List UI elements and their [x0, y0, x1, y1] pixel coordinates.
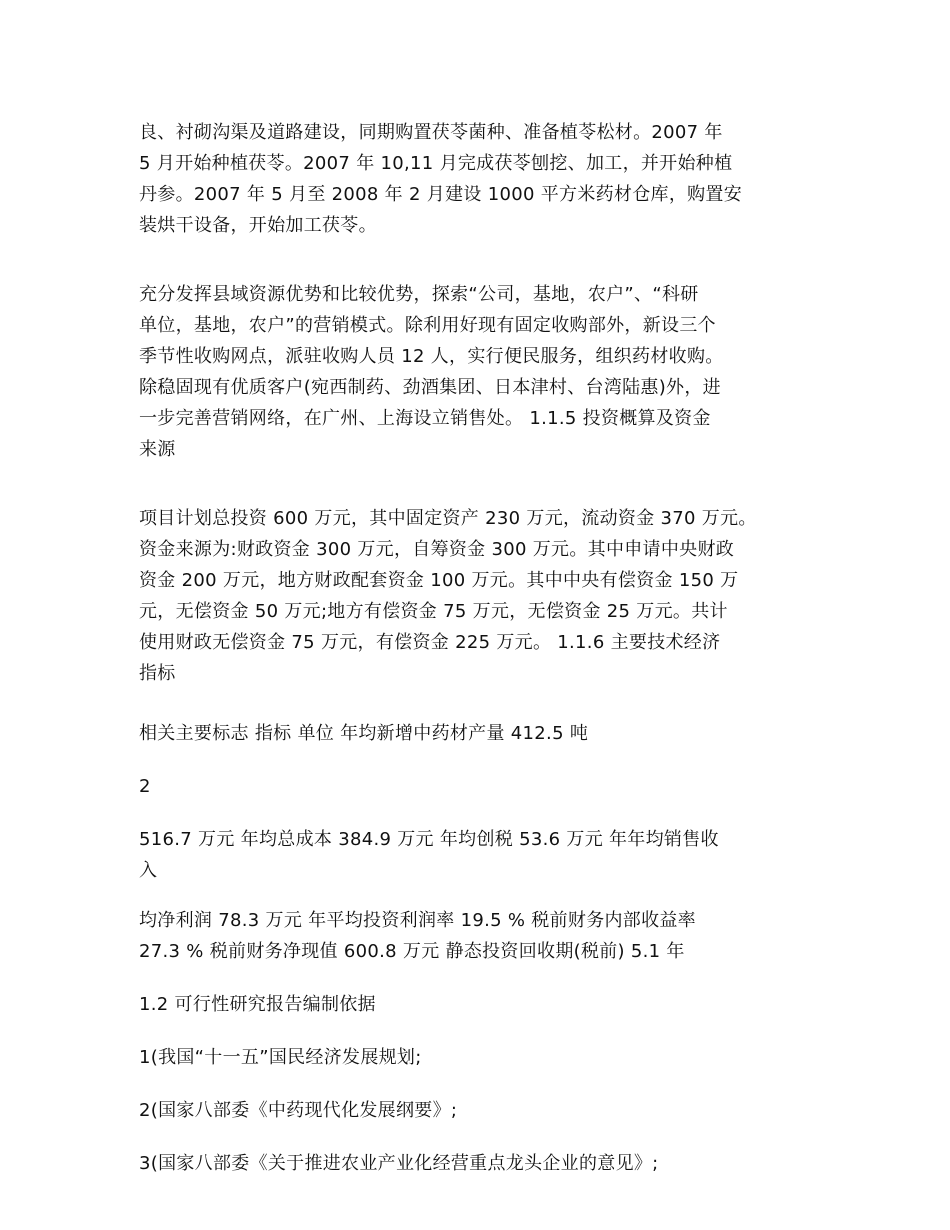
- document-page: [139, 117, 819, 1179]
- text-line: 除稳固现有优质客户(宛西制药、劲酒集团、日本津村、台湾陆惠)外，进: [139, 377, 721, 398]
- text-line: 资金来源为:财政资金 300 万元，自筹资金 300 万元。其中申请中央财政: [139, 539, 735, 560]
- text-line: 5 月开始种植茯苓。2007 年 10,11 月完成茯苓刨挖、加工，并开始种植: [139, 153, 733, 174]
- text-line: 1(我国“十一五”国民经济发展规划;: [139, 1047, 422, 1068]
- list-item: [139, 1095, 819, 1126]
- text-line: 季节性收购网点，派驻收购人员 12 人，实行便民服务，组织药材收购。: [139, 346, 724, 367]
- text-line: 516.7 万元 年均总成本 384.9 万元 年均创税 53.6 万元 年年均销售收: [139, 829, 719, 850]
- section-heading: [139, 989, 819, 1020]
- paragraph-investment-funding: [139, 503, 819, 689]
- text-line: 元，无偿资金 50 万元;地方有偿资金 75 万元，无偿资金 25 万元。共计: [139, 601, 728, 622]
- paragraph-construction-schedule: [139, 117, 819, 241]
- text-line: 项目计划总投资 600 万元，其中固定资产 230 万元，流动资金 370 万元。: [139, 508, 757, 529]
- paragraph-marketing-model: [139, 279, 819, 465]
- paragraph-indicators-header: [139, 718, 819, 749]
- text-line: 3(国家八部委《关于推进农业产业化经营重点龙头企业的意见》;: [139, 1153, 659, 1174]
- text-line: 单位，基地，农户”的营销模式。除利用好现有固定收购部外，新设三个: [139, 315, 716, 336]
- text-line: 资金 200 万元，地方财政配套资金 100 万元。其中中央有偿资金 150 万: [139, 570, 739, 591]
- text-line: 1.2 可行性研究报告编制依据: [139, 994, 376, 1015]
- text-line: 来源: [139, 439, 176, 460]
- text-line: 27.3 % 税前财务净现值 600.8 万元 静态投资回收期(税前) 5.1 年: [139, 941, 685, 962]
- text-line: 良、衬砌沟渠及道路建设，同期购置茯苓菌种、准备植苓松材。2007 年: [139, 122, 723, 143]
- text-line: 装烘干设备，开始加工茯苓。: [139, 215, 377, 236]
- text-line: 入: [139, 860, 158, 881]
- text-line: 均净利润 78.3 万元 年平均投资利润率 19.5 % 税前财务内部收益率: [139, 910, 696, 931]
- text-line: 指标: [139, 663, 176, 684]
- text-line: 2(国家八部委《中药现代化发展纲要》;: [139, 1100, 458, 1121]
- list-item: [139, 1148, 819, 1179]
- paragraph-profit-returns: [139, 905, 819, 967]
- text-line: 相关主要标志 指标 单位 年均新增中药材产量 412.5 吨: [139, 723, 589, 744]
- text-line: 2: [139, 776, 151, 797]
- text-line: 充分发挥县域资源优势和比较优势，探索“公司，基地，农户”、“科研: [139, 284, 699, 305]
- text-line: 丹参。2007 年 5 月至 2008 年 2 月建设 1000 平方米药材仓库，购置安: [139, 184, 743, 205]
- text-line: 使用财政无偿资金 75 万元，有偿资金 225 万元。 1.1.6 主要技术经济: [139, 632, 721, 653]
- list-item: [139, 1042, 819, 1073]
- paragraph-number: [139, 771, 819, 802]
- paragraph-cost-tax: [139, 824, 819, 886]
- text-line: 一步完善营销网络，在广州、上海设立销售处。 1.1.5 投资概算及资金: [139, 408, 711, 429]
